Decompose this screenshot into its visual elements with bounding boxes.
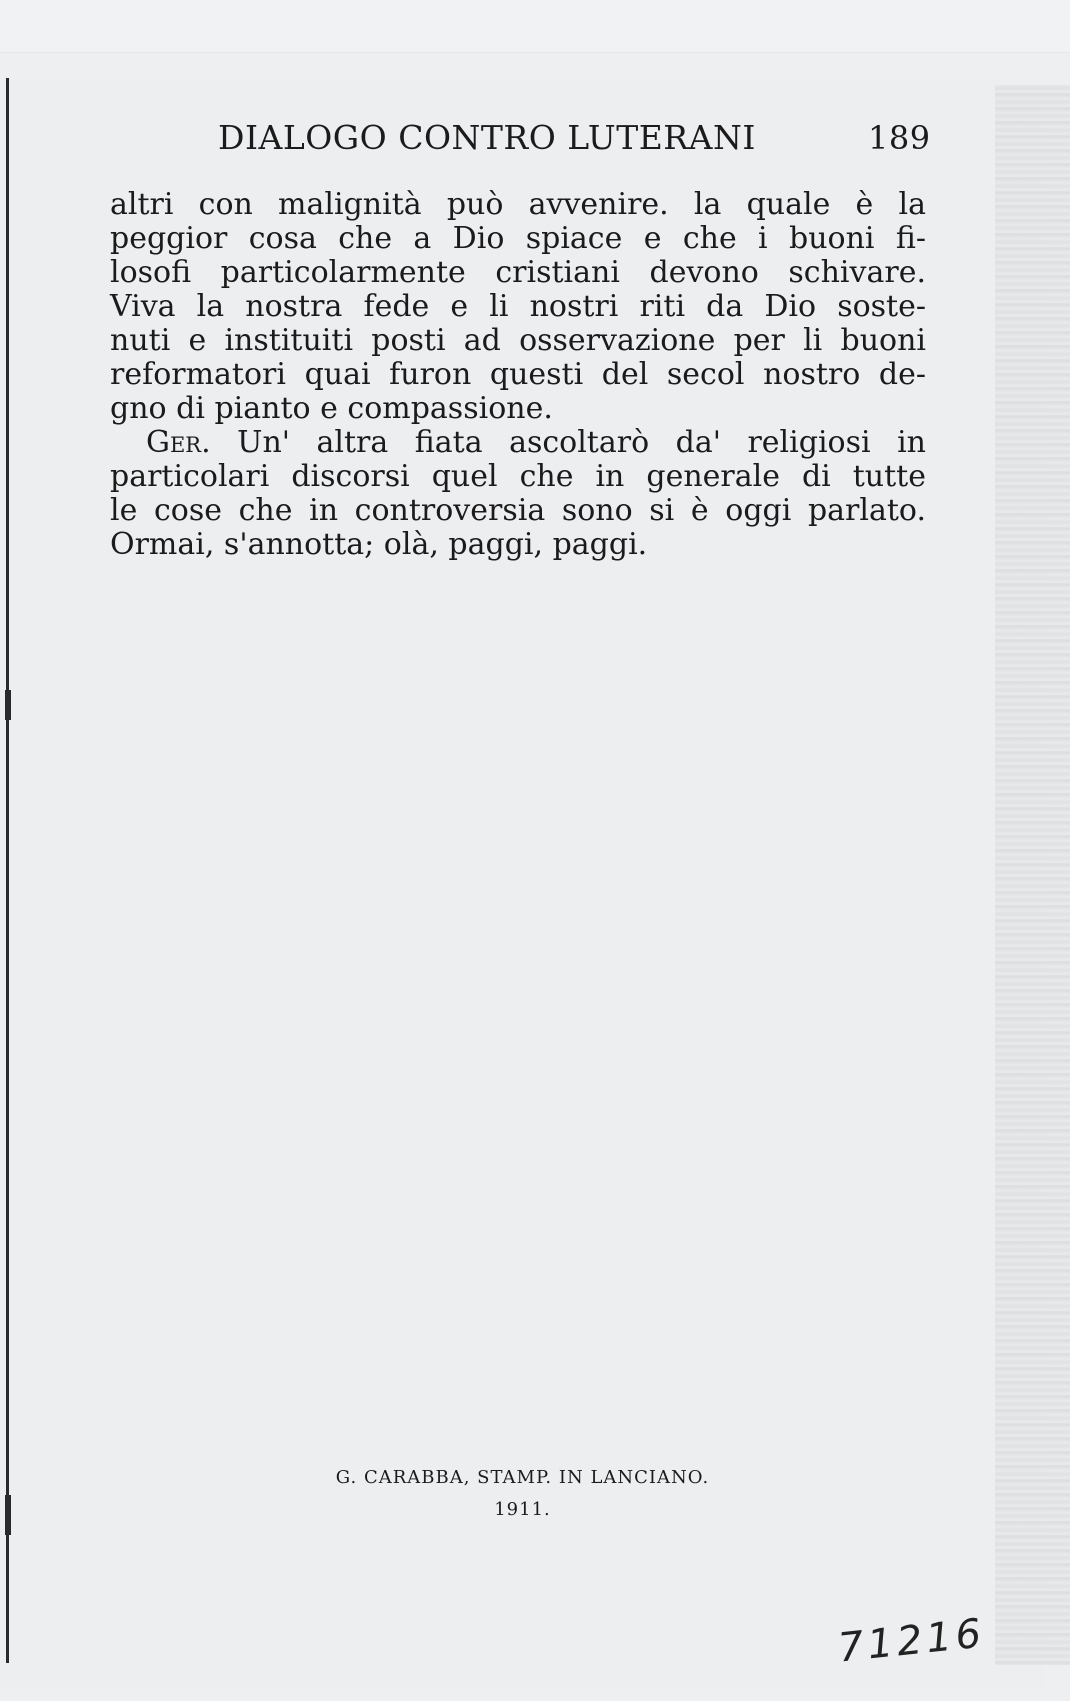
scan-noise-edge (995, 85, 1070, 1665)
text-line: Viva la nostra fede e li nostri riti da Dio soste- (110, 289, 926, 324)
text-line: Ormai, s'annotta; olà, paggi, paggi. (110, 527, 648, 562)
scan-margin-top (0, 0, 1070, 53)
body-text (110, 188, 926, 562)
text-line: peggior cosa che a Dio spiace e che i buoni fi- (110, 221, 926, 256)
speaker-name: Ger. (146, 425, 211, 460)
text-line: particolari discorsi quel che in generale di tutte (110, 459, 926, 494)
page-edge-mark (5, 1495, 11, 1535)
text-line: gno di pianto e compassione. (110, 391, 553, 426)
text-line: altri con malignità può avvenire. la quale è la (110, 187, 926, 222)
year-line: 1911. (494, 1499, 551, 1520)
text-line: reformatori quai furon questi del secol nostro de- (110, 357, 926, 392)
speech-text: Un' altra fiata ascoltarò da' religiosi in (237, 425, 927, 460)
page-left-edge (6, 78, 9, 1663)
running-title: DIALOGO CONTRO LUTERANI (218, 118, 756, 157)
handwritten-inventory-number: 71216 (835, 1610, 988, 1672)
printer-line: G. CARABBA, STAMP. IN LANCIANO. (335, 1467, 710, 1488)
text-line: le cose che in controversia sono si è oggi parlato. (110, 493, 926, 528)
text-line-speaker (110, 426, 926, 460)
page-edge-mark (5, 690, 11, 720)
text-line: nuti e instituiti posti ad osservazione per li buoni (110, 323, 926, 358)
running-head (218, 118, 931, 158)
text-line: losofi particolarmente cristiani devono schivare. (110, 255, 926, 290)
colophon (200, 1462, 845, 1526)
page-number: 189 (868, 119, 931, 157)
